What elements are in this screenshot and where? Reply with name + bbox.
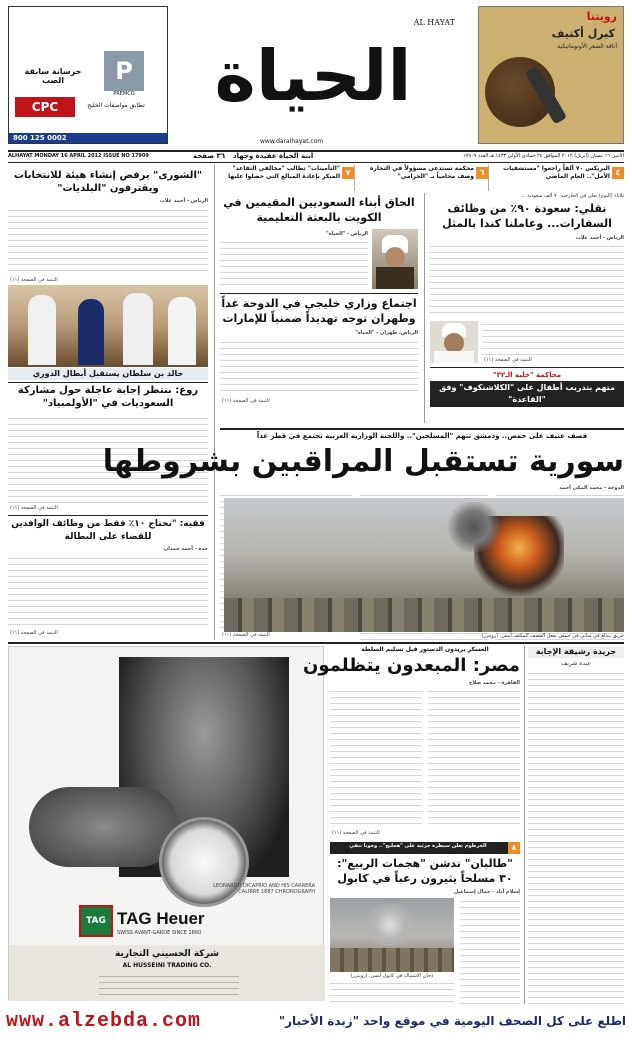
teaser-1-text: البريكس ٧٠ ألفاً راجعوا "مستشفيات الأمل".. العام الماضي <box>503 165 610 180</box>
slogan: ابنة الحياة عقيدة وجهاد <box>233 152 314 160</box>
egypt-continued[interactable]: التتمة في الصفحة (١١) <box>332 830 380 836</box>
teaser-3-num: ٧ <box>342 167 354 179</box>
column-title[interactable]: جريدة رشيقة الإجابة <box>528 646 624 658</box>
ad-left-title: خرسانة سابقة الصب <box>24 67 82 85</box>
afghan-headline[interactable]: "طالبان" تدشن "هجمات الربيع": ٣٠ مسلحاً يثيرون رعباً في كابول <box>337 857 513 885</box>
right-article-1-continued[interactable]: التتمة في الصفحة (١١) <box>484 357 532 363</box>
column-author: عبده شريف <box>561 660 591 667</box>
egypt-body-2 <box>428 688 520 828</box>
right-tag: ثلاثاء (اليوم) تعلن في الخارجية ٧٠ ألف سعودية ... <box>520 193 624 199</box>
egypt-headline[interactable]: مصر: المبعدون يتظلمون <box>303 655 520 676</box>
footer-site[interactable]: www.alzebda.com <box>6 1010 202 1033</box>
teaser-2-num: ٦ <box>476 167 488 179</box>
premco-logo: P <box>104 51 144 91</box>
afghan-num: ٨ <box>508 842 520 854</box>
ad-right-title: كيرل أكتيف <box>551 27 615 40</box>
ad-left-note: تطابق مواصفات الخليج <box>87 102 145 109</box>
egypt-kicker: العسكر يريدون الدستور قبل تسليم السلطة <box>361 646 489 653</box>
mid-article-2-title[interactable]: اجتماع وزاري خليجي في الدوحة غداً وطهران توجه تهديداً ضمنياً للإمارات <box>221 297 417 325</box>
column-body <box>528 670 624 1004</box>
left-article-3-continued[interactable]: التتمة في الصفحة (١١) <box>10 505 58 511</box>
website[interactable]: www.daralhayat.com <box>260 138 324 145</box>
mid-article-2-body <box>220 339 418 395</box>
main-byline: الدوحة - محمد المكي أحمد <box>559 485 624 491</box>
teaser-3-text: "التأمينات" تطالب "مخالفي التقاعد" المبكر بإعادة المبالغ التي حصلوا عليها <box>228 165 340 180</box>
middle-column <box>220 193 418 423</box>
left-photo-caption: خالد بن سلطان يستقبل أبطال الدوري <box>8 368 208 380</box>
dealer-address <box>99 973 239 997</box>
tag-model: LEONARDO DICAPRIO AND HIS CARRERA CALIBRE 1887 CHRONOGRAPH <box>213 883 315 895</box>
main-photo-caption: حريق يندلع في مباني في حمص بفعل القصف المكثف أمس. (رويترز) <box>481 633 624 639</box>
teaser-1[interactable] <box>493 165 624 191</box>
ad-right[interactable] <box>478 6 624 144</box>
left-article-4-body <box>8 555 208 627</box>
logo-en: AL HAYAT <box>413 18 455 27</box>
mid-article-2-byline: الرياض، طهران - "الحياة" <box>355 330 418 336</box>
ad-left-brand: PREMCO <box>113 91 135 97</box>
footer-slogan: اطلع على كل الصحف اليومية في موقع واحد "زبدة الأخبار" <box>278 1014 626 1028</box>
tag-brand: TAG Heuer <box>117 909 205 928</box>
model-hand <box>29 787 179 867</box>
right-article-1-body-2 <box>482 321 624 357</box>
right-article-2-title[interactable]: متهم بتدريب أطفال على "الكلاشنكوف" وفق "القاعدة" <box>430 381 624 407</box>
left-article-1-body <box>8 207 208 275</box>
ad-left[interactable] <box>8 6 168 144</box>
teaser-2-text: محكمة تستدعي مسؤولاً في التجارة وصف محامياً بـ "الحرامي" <box>369 165 474 180</box>
cpc-logo: CPC <box>15 97 75 117</box>
left-article-4-title[interactable]: فقيه: "نحتاج ١٠٪ فقط من وظائف الوافدين للقضاء على البطالة <box>11 519 205 542</box>
footer-banner[interactable] <box>0 1004 632 1045</box>
left-article-1-title[interactable]: "الشورى" يرفض إنشاء هيئة للانتخابات ويقترفون "البلديات" <box>13 170 203 194</box>
teaser-1-num: ٤ <box>612 167 624 179</box>
mid-article-2-continued[interactable]: التتمة في الصفحة (١١) <box>222 398 270 404</box>
teaser-bar <box>225 165 624 191</box>
mid-article-1-title[interactable]: الحاق أبناء السعوديين المقيمين في الكويت بالبعثة التعليمية <box>223 196 415 224</box>
tag-tagline: SWISS AVANT-GARDE SINCE 1860 <box>117 930 202 936</box>
mid-article-1-byline: الرياض - "الحياة" <box>325 231 368 237</box>
afghan-kicker: الخرطوم تعلن سيطرة جزئية على "هجليج".. وجوبا تنفي <box>349 843 487 849</box>
logo-ar: الحياة <box>214 35 412 117</box>
right-column <box>430 193 624 423</box>
left-article-1-byline: الرياض - أحمد غلاب <box>159 198 208 204</box>
mid-article-1-body <box>220 239 368 289</box>
dealer-box <box>9 945 325 1001</box>
football-photo <box>8 285 208 367</box>
fire-smoke-photo <box>224 498 624 632</box>
opinion-column <box>528 646 624 1040</box>
date-ar: الاثنين ١٦ نيسان (ابريل) ٢٠١٢ الموافق ٢٤ جمادى الأولى ١٤٣٣ هـ العدد ١٧٩٠٩ <box>462 153 624 159</box>
tag-heuer-ad[interactable] <box>8 646 324 1000</box>
main-headline[interactable]: سورية تستقبل المراقبين بشروطها <box>102 444 624 479</box>
egypt-body-1 <box>330 688 422 828</box>
tag-logo: TAG <box>79 905 113 937</box>
right-article-2-tag: محاكمة "خلية الـ٣٢" <box>492 371 562 379</box>
teaser-3[interactable] <box>225 165 355 191</box>
left-article-3-title[interactable]: روغ: ننتظر إجابة عاجلة حول مشاركة السعوديات في "الأولمبياد" <box>17 385 199 409</box>
pages-count: ٣٦ صفحة <box>193 152 226 160</box>
teaser-2[interactable] <box>359 165 489 191</box>
ad-left-phone: 800 125 0002 <box>9 133 167 143</box>
right-article-1-byline: الرياض - أحمد غلاب <box>575 235 624 241</box>
king-portrait <box>372 229 418 289</box>
ad-right-sub: أناقة الشعر الأوتوماتيكية <box>557 43 617 50</box>
left-article-1-continued[interactable]: التتمة في الصفحة (١١) <box>10 277 58 283</box>
date-en: ALHAYAT MONDAY 16 APRIL 2012 ISSUE NO 17909 <box>8 153 149 159</box>
kabul-smoke-photo <box>330 898 454 972</box>
afghan-caption: دخان الاشتباك في كابول أمس. (رويترز) <box>350 973 434 979</box>
right-article-1-body <box>430 243 624 317</box>
ad-right-brand: رويتنا <box>586 10 617 23</box>
egypt-story <box>303 646 520 841</box>
left-column <box>8 165 208 640</box>
main-continued[interactable]: التتمة في الصفحة (١١) <box>222 632 270 638</box>
afghan-kicker-bar <box>330 842 520 854</box>
egypt-byline: القاهرة - محمد صلاح <box>468 680 520 686</box>
afghan-byline: إسلام آباد - جمال إسماعيل <box>453 889 520 895</box>
dealer-en: AL HUSSEINI TRADING CO. <box>122 962 212 969</box>
left-article-4-continued[interactable]: التتمة في الصفحة (١١) <box>10 630 58 636</box>
masthead-logo <box>178 14 463 145</box>
date-bar <box>8 152 624 162</box>
left-article-4-byline: جدة - أحمد حمدان <box>163 546 208 552</box>
right-article-1-title[interactable]: نقلي: سعودة ٩٠٪ من وظائف السفارات... وعاملنا كندا بالمثل <box>442 202 612 230</box>
dealer-ar: شركة الحسيني التجارية <box>115 949 219 959</box>
official-portrait <box>430 321 478 363</box>
main-kicker: قصف عنيف على حمص.. ودمشق تتهم "المسلحين".. واللجنة الوزارية العربية تجتمع في قطر غداً <box>256 432 588 440</box>
